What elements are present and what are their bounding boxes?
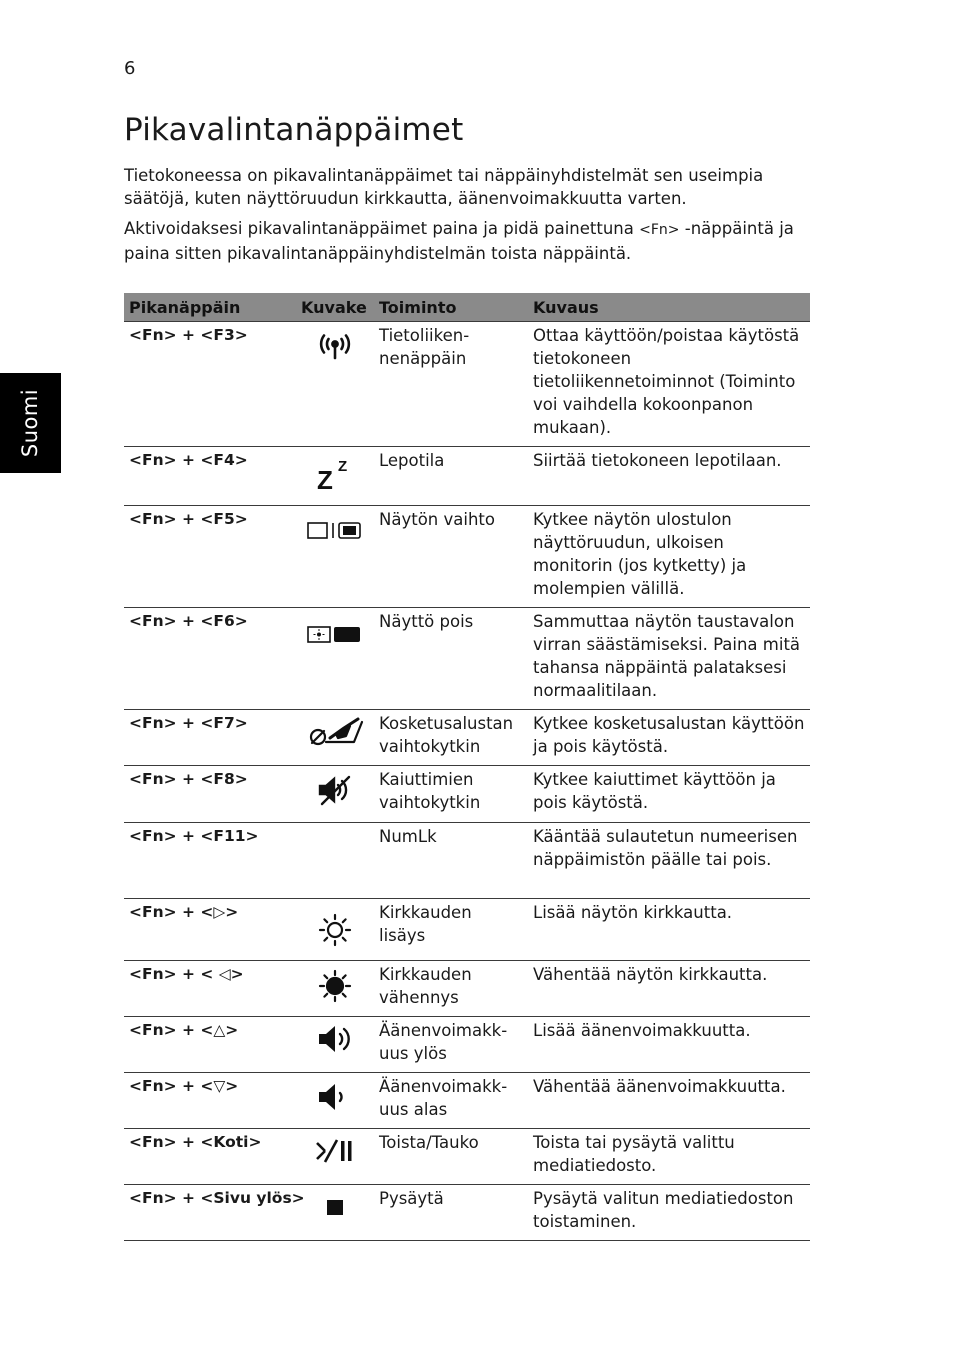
- hotkey-cell: <Fn> + <▷>: [124, 899, 296, 961]
- icon-cell: [296, 710, 374, 766]
- table-row: [124, 710, 810, 766]
- table-row: [124, 961, 810, 1017]
- hotkey-table: [124, 293, 810, 1241]
- description-cell: Toista tai pysäytä valittu mediatiedosto.: [528, 1129, 810, 1185]
- description-cell: Ottaa käyttöön/poistaa käytöstä tietokoneen tietoliikennetoiminnot (Toiminto voi vaihdella kokoonpanon mukaan).: [528, 322, 810, 447]
- icon-cell: [296, 1185, 374, 1241]
- hotkey-cell: <Fn> + < ◁>: [124, 961, 296, 1017]
- hotkey-cell: <Fn> + <F7>: [124, 710, 296, 766]
- display-toggle-icon: [306, 521, 364, 541]
- hotkey-cell: <Fn> + <F8>: [124, 766, 296, 823]
- description-cell: Sammuttaa näytön taustavalon virran säästämiseksi. Paina mitä tahansa näppäintä palataksesi normaalitilaan.: [528, 608, 810, 710]
- intro-paragraph-1: Tietokoneessa on pikavalintanäppäimet tai näppäinyhdistelmät sen useimpia säätöjä, kuten näyttöruudun kirkkautta, äänenvoimakkuutta varten.: [124, 166, 764, 208]
- intro-text-after: -näppäintä ja paina sitten pikavalintanäppäinyhdistelmän toista näppäintä.: [124, 219, 794, 263]
- function-cell: Kirkkauden lisäys: [374, 899, 528, 961]
- table-header-row: [124, 293, 810, 322]
- intro-text-before: Aktivoidaksesi pikavalintanäppäimet paina ja pidä painettuna: [124, 219, 640, 238]
- touchpad-toggle-icon: [306, 716, 364, 748]
- icon-cell: [296, 1017, 374, 1073]
- description-cell: Kytkee kaiuttimet käyttöön ja pois käytöstä.: [528, 766, 810, 823]
- svg-text:Z: Z: [338, 458, 348, 475]
- hotkey-cell: <Fn> + <F3>: [124, 322, 296, 447]
- hotkey-cell: <Fn> + <▽>: [124, 1073, 296, 1129]
- icon-cell: [296, 608, 374, 710]
- table-row: [124, 1073, 810, 1129]
- function-cell: Kaiuttimien vaihtokytkin: [374, 766, 528, 823]
- function-cell: Toista/Tauko: [374, 1129, 528, 1185]
- table-row: [124, 1017, 810, 1073]
- function-cell: Näytön vaihto: [374, 506, 528, 608]
- stop-icon: [325, 1197, 345, 1217]
- function-cell: Tietoliiken- nenäppäin: [374, 322, 528, 447]
- function-cell: Kirkkauden vähennys: [374, 961, 528, 1017]
- icon-cell: [296, 506, 374, 608]
- description-cell: Vähentää näytön kirkkautta.: [528, 961, 810, 1017]
- table-row: [124, 899, 810, 961]
- column-header-description: Kuvaus: [528, 293, 810, 322]
- function-cell: NumLk: [374, 823, 528, 899]
- language-tab-label: Suomi: [18, 388, 43, 458]
- table-row: [124, 322, 810, 447]
- function-cell: Näyttö pois: [374, 608, 528, 710]
- fn-key-reference: <Fn>: [639, 222, 680, 238]
- brightness-up-icon: [318, 913, 352, 947]
- column-header-icon: Kuvake: [296, 293, 374, 322]
- function-cell: Äänenvoimakk- uus ylös: [374, 1017, 528, 1073]
- sleep-icon: [315, 456, 355, 492]
- hotkey-cell: <Fn> + <F5>: [124, 506, 296, 608]
- hotkey-cell: <Fn> + <Koti>: [124, 1129, 296, 1185]
- intro-paragraph-2: [124, 217, 814, 265]
- wireless-icon: [315, 332, 355, 362]
- column-header-function: Toiminto: [374, 293, 528, 322]
- description-cell: Pysäytä valitun mediatiedoston toistaminen.: [528, 1185, 810, 1241]
- description-cell: Siirtää tietokoneen lepotilaan.: [528, 447, 810, 506]
- icon-cell: [296, 899, 374, 961]
- table-row: [124, 766, 810, 823]
- icon-cell: [296, 447, 374, 506]
- hotkey-cell: <Fn> + <F11>: [124, 823, 296, 899]
- hotkey-cell: <Fn> + <F4>: [124, 447, 296, 506]
- hotkey-cell: <Fn> + <Sivu ylös>: [124, 1185, 296, 1241]
- function-cell: Lepotila: [374, 447, 528, 506]
- description-cell: Lisää näytön kirkkautta.: [528, 899, 810, 961]
- volume-down-icon: [316, 1081, 354, 1113]
- icon-cell: [296, 823, 374, 899]
- hotkey-cell: <Fn> + <F6>: [124, 608, 296, 710]
- icon-cell: [296, 322, 374, 447]
- function-cell: Kosketusalustan vaihtokytkin: [374, 710, 528, 766]
- column-header-hotkey: Pikanäppäin: [124, 293, 296, 322]
- page-title: Pikavalintanäppäimet: [124, 112, 464, 148]
- table-row: [124, 823, 810, 899]
- description-cell: Kääntää sulautetun numeerisen näppäimistön päälle tai pois.: [528, 823, 810, 899]
- function-cell: Äänenvoimakk- uus alas: [374, 1073, 528, 1129]
- display-off-icon: [306, 625, 364, 645]
- icon-cell: [296, 1073, 374, 1129]
- table-row: [124, 608, 810, 710]
- icon-cell: [296, 1129, 374, 1185]
- function-cell: Pysäytä: [374, 1185, 528, 1241]
- table-row: [124, 506, 810, 608]
- table-row: [124, 447, 810, 506]
- description-cell: Vähentää äänenvoimakkuutta.: [528, 1073, 810, 1129]
- icon-cell: [296, 766, 374, 823]
- speaker-toggle-icon: [315, 774, 355, 806]
- description-cell: Lisää äänenvoimakkuutta.: [528, 1017, 810, 1073]
- icon-cell: [296, 961, 374, 1017]
- volume-up-icon: [316, 1023, 354, 1055]
- table-row: [124, 1129, 810, 1185]
- table-row: [124, 1185, 810, 1241]
- play-pause-icon: [315, 1138, 355, 1164]
- language-tab: [0, 373, 61, 473]
- description-cell: Kytkee näytön ulostulon näyttöruudun, ulkoisen monitorin (jos kytketty) ja molempien välillä.: [528, 506, 810, 608]
- page-number: 6: [124, 58, 136, 79]
- svg-text:Z: Z: [317, 465, 333, 492]
- description-cell: Kytkee kosketusalustan käyttöön ja pois käytöstä.: [528, 710, 810, 766]
- brightness-down-icon: [318, 969, 352, 1003]
- hotkey-cell: <Fn> + <△>: [124, 1017, 296, 1073]
